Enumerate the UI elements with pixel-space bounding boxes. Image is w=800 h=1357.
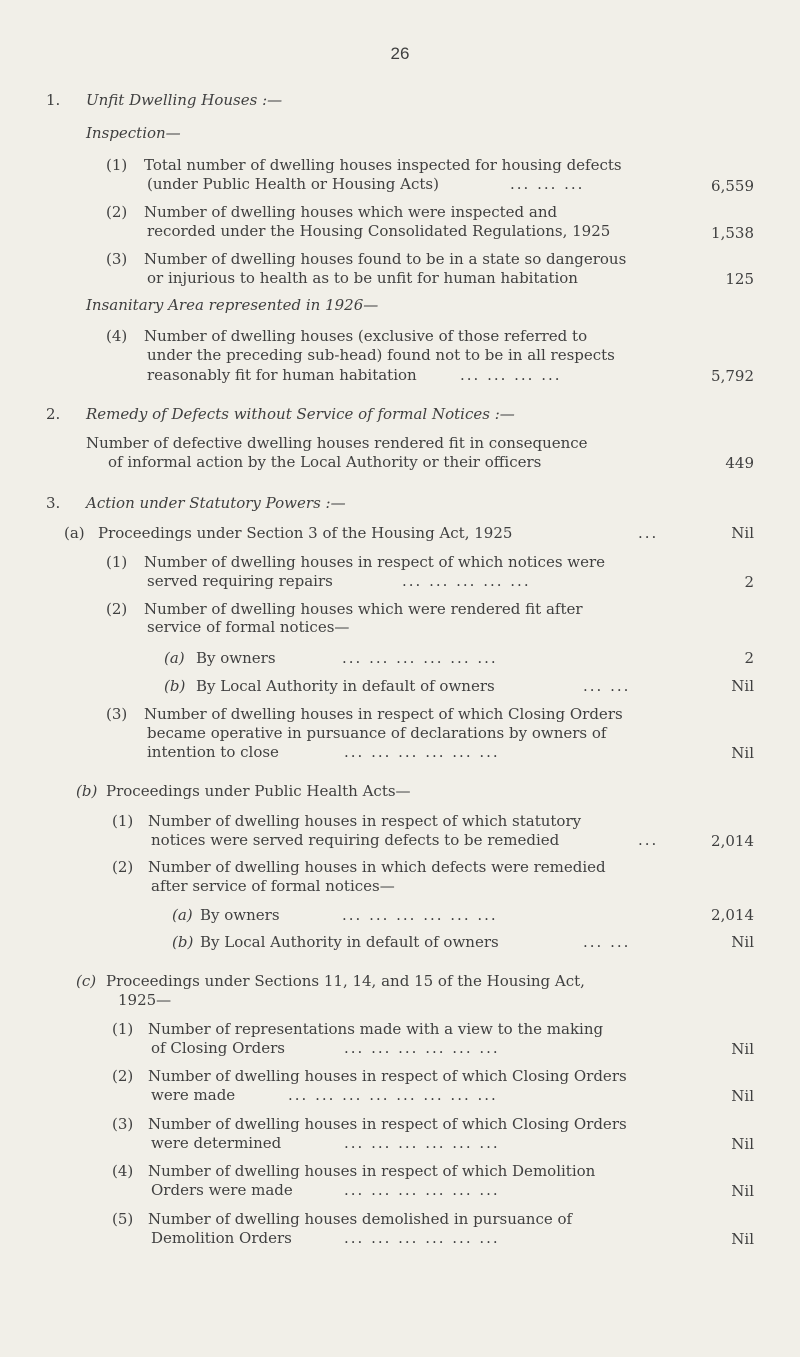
item-text: Demolition Orders xyxy=(151,1229,292,1247)
item-text: reasonably fit for human habitation xyxy=(147,366,417,384)
item-text: became operative in pursuance of declarations by owners of xyxy=(147,724,607,742)
item-text: Number of dwelling houses in respect of which statutory xyxy=(148,812,582,830)
item-text: Number of defective dwelling houses rendered fit in consequence xyxy=(86,434,588,452)
sub-item-label: (a) xyxy=(164,649,185,667)
item-text: Number of dwelling houses in respect of which Closing Orders xyxy=(144,705,623,723)
item-number: (2) xyxy=(106,600,128,618)
section-2-title: Remedy of Defects without Service of formal Notices :— xyxy=(86,405,515,423)
value-by-owners: 2,014 xyxy=(711,906,754,924)
subsection-text: Proceedings under Sections 11, 14, and 15 of the Housing Act, xyxy=(106,972,585,990)
value-closing-orders-made: Nil xyxy=(731,1087,754,1105)
item-text: Number of representations made with a view to the making xyxy=(148,1020,604,1038)
leader-dots: ... ... xyxy=(583,933,631,951)
sub-item-text: By owners xyxy=(196,649,276,667)
value-section-3: Nil xyxy=(731,524,754,542)
item-text: after service of formal notices— xyxy=(151,877,395,895)
item-text: Number of dwelling houses in respect of which Closing Orders xyxy=(148,1067,627,1085)
section-3-number: 3. xyxy=(46,494,61,512)
item-text: under the preceding sub-head) found not to be in all respects xyxy=(147,346,615,364)
item-number: (3) xyxy=(112,1115,134,1133)
sub-item-label: (a) xyxy=(172,906,193,924)
section-1-number: 1. xyxy=(46,91,61,109)
item-text: Orders were made xyxy=(151,1181,293,1199)
item-number: (1) xyxy=(112,812,134,830)
sub-item-text: By owners xyxy=(200,906,280,924)
item-text: recorded under the Housing Consolidated Regulations, 1925 xyxy=(147,222,611,240)
leader-dots: ... ... ... ... xyxy=(460,366,562,384)
item-number: (4) xyxy=(106,327,128,345)
item-text: served requiring repairs xyxy=(147,572,333,590)
item-text: Number of dwelling houses (exclusive of those referred to xyxy=(144,327,588,345)
section-3-title: Action under Statutory Powers :— xyxy=(86,494,346,512)
page-number: 26 xyxy=(390,44,410,63)
item-text: Number of dwelling houses found to be in a state so dangerous xyxy=(144,250,627,268)
item-text: notices were served requiring defects to be remedied xyxy=(151,831,560,849)
leader-dots: ... ... ... ... ... ... ... ... xyxy=(288,1086,498,1104)
leader-dots: ... xyxy=(638,831,659,849)
value-not-fit: 5,792 xyxy=(711,367,754,385)
value-statutory-notices: 2,014 xyxy=(711,832,754,850)
value-notices-served: 2 xyxy=(744,573,754,591)
value-closing-orders-determined: Nil xyxy=(731,1135,754,1153)
leader-dots: ... ... xyxy=(583,677,631,695)
insanitary-area-heading: Insanitary Area represented in 1926— xyxy=(86,296,379,314)
subsection-text: Proceedings under Public Health Acts— xyxy=(106,782,411,800)
section-1-title: Unfit Dwelling Houses :— xyxy=(86,91,283,109)
inspection-heading: Inspection— xyxy=(86,124,181,142)
item-text: Number of dwelling houses in respect of which Closing Orders xyxy=(148,1115,627,1133)
subsection-text: Proceedings under Section 3 of the Housing Act, 1925 xyxy=(98,524,513,542)
item-number: (4) xyxy=(112,1162,134,1180)
leader-dots: ... ... ... ... ... ... xyxy=(344,1181,500,1199)
subsection-label: (a) xyxy=(64,524,85,542)
item-number: (1) xyxy=(112,1020,134,1038)
value-representations: Nil xyxy=(731,1040,754,1058)
item-number: (3) xyxy=(106,705,128,723)
leader-dots: ... ... ... ... ... ... xyxy=(342,906,498,924)
item-text: Number of dwelling houses in respect of which notices were xyxy=(144,553,606,571)
sub-item-label: (b) xyxy=(164,677,186,695)
leader-dots: ... ... ... ... ... xyxy=(402,572,531,590)
item-text: intention to close xyxy=(147,743,279,761)
item-text: were determined xyxy=(151,1134,282,1152)
item-text: of informal action by the Local Authority or their officers xyxy=(108,453,542,471)
value-consolidated-regs: 1,538 xyxy=(711,224,754,242)
leader-dots: ... ... ... ... ... ... xyxy=(344,743,500,761)
item-text: or injurious to health as to be unfit for human habitation xyxy=(147,269,578,287)
subsection-label: (c) xyxy=(76,972,97,990)
item-text: of Closing Orders xyxy=(151,1039,285,1057)
item-number: (2) xyxy=(112,858,134,876)
value-by-owners: 2 xyxy=(744,649,754,667)
item-number: (2) xyxy=(112,1067,134,1085)
sub-item-label: (b) xyxy=(172,933,194,951)
item-text: were made xyxy=(151,1086,236,1104)
item-text: Number of dwelling houses demolished in pursuance of xyxy=(148,1210,573,1228)
leader-dots: ... ... ... ... ... ... xyxy=(344,1229,500,1247)
subsection-label: (b) xyxy=(76,782,98,800)
item-text: Number of dwelling houses which were rendered fit after xyxy=(144,600,583,618)
value-unfit: 125 xyxy=(725,270,754,288)
item-text: Number of dwelling houses in respect of which Demolition xyxy=(148,1162,596,1180)
value-houses-demolished: Nil xyxy=(731,1230,754,1248)
item-number: (1) xyxy=(106,553,128,571)
leader-dots: ... xyxy=(638,524,659,542)
sub-item-text: By Local Authority in default of owners xyxy=(200,933,499,951)
item-number: (2) xyxy=(106,203,128,221)
leader-dots: ... ... ... xyxy=(510,175,585,193)
item-text: service of formal notices— xyxy=(147,618,350,636)
value-by-local-authority: Nil xyxy=(731,933,754,951)
item-number: (5) xyxy=(112,1210,134,1228)
sub-item-text: By Local Authority in default of owners xyxy=(196,677,495,695)
value-demolition-orders: Nil xyxy=(731,1182,754,1200)
item-text: Total number of dwelling houses inspected for housing defects xyxy=(144,156,622,174)
section-2-number: 2. xyxy=(46,405,61,423)
item-number: (1) xyxy=(106,156,128,174)
item-text: Number of dwelling houses which were inspected and xyxy=(144,203,558,221)
leader-dots: ... ... ... ... ... ... xyxy=(344,1039,500,1057)
value-by-local-authority: Nil xyxy=(731,677,754,695)
value-total-inspected: 6,559 xyxy=(711,177,754,195)
leader-dots: ... ... ... ... ... ... xyxy=(342,649,498,667)
value-informal-action: 449 xyxy=(725,454,754,472)
item-text: (under Public Health or Housing Acts) xyxy=(147,175,439,193)
subsection-text: 1925— xyxy=(118,991,172,1009)
item-number: (3) xyxy=(106,250,128,268)
leader-dots: ... ... ... ... ... ... xyxy=(344,1134,500,1152)
value-closing-orders-operative: Nil xyxy=(731,744,754,762)
item-text: Number of dwelling houses in which defects were remedied xyxy=(148,858,606,876)
